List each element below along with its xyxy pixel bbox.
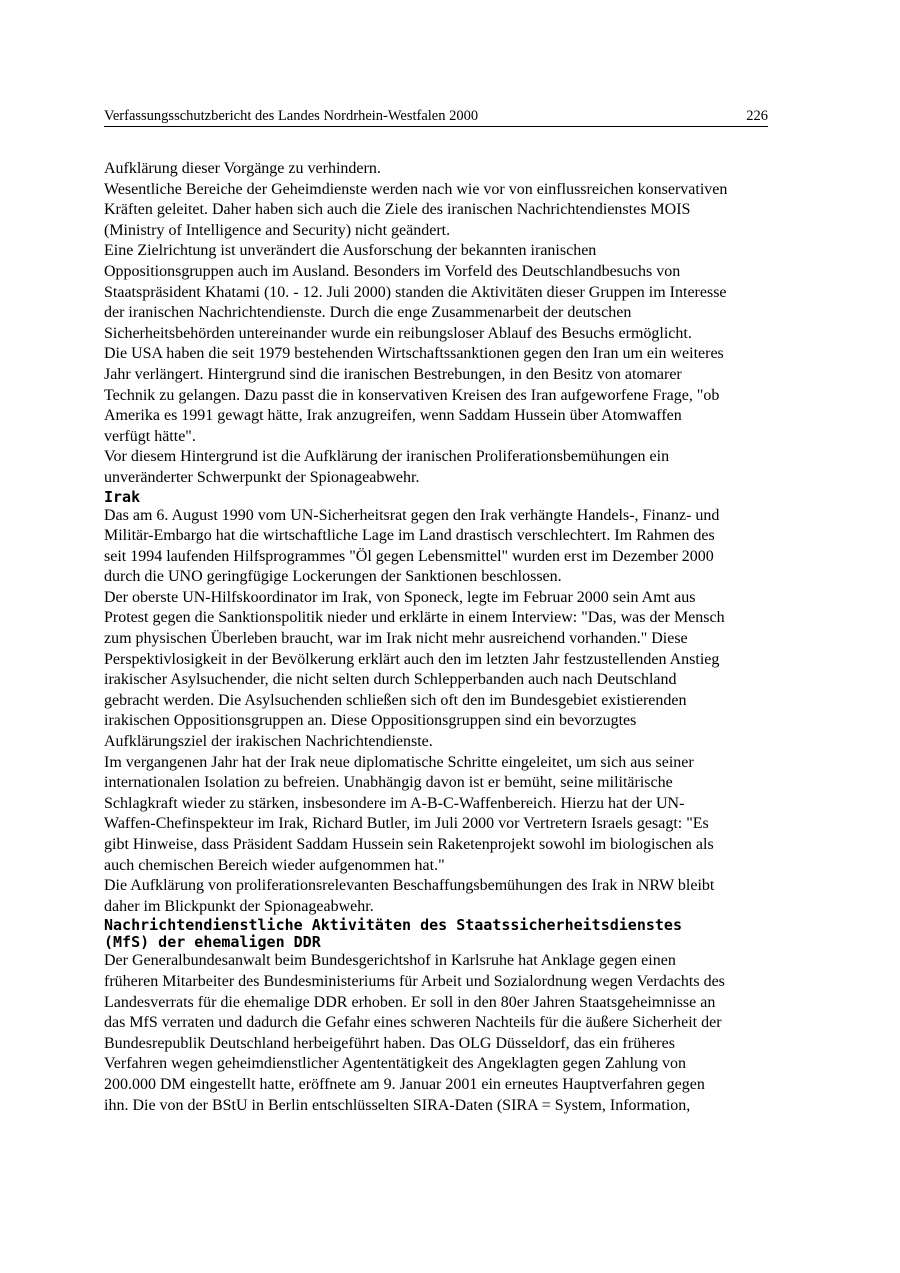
paragraph-mfs: Der Generalbundesanwalt beim Bundesgerichtshof in Karlsruhe hat Anklage gegen einen früheren Mitarbeiter des Bundesministeriums für Arbeit und Sozialordnung wegen Verdachts des Landesverrats für die ehemalige DDR erhoben. Er soll in den 80er Jahren Staatsgeheimnisse an das MfS verraten und dadurch die Gefahr eines schweren Nachteils für die äußere Sicherheit der Bundesrepublik Deutschland herbeigeführt haben. Das OLG Düsseldorf, das ein früheres Verfahren wegen geheimdienstlicher Agententätigkeit des Angeklagten gegen Zahlung von 200.000 DM eingestellt hatte, eröffnete am 9. Januar 2001 ein erneutes Hauptverfahren gegen ihn. Die von der BStU in Berlin entschlüsselten SIRA-Daten (SIRA = System, Information,: [104, 952, 725, 1114]
page-header: [104, 106, 768, 127]
header-title: Verfassungsschutzbericht des Landes Nordrhein-Westfalen 2000: [104, 108, 479, 124]
paragraph-irak: Das am 6. August 1990 vom UN-Sicherheitsrat gegen den Irak verhängte Handels-, Finanz- und Militär-Embargo hat die wirtschaftliche Lage im Land drastisch verschlechtert. Im Rahmen des seit 1994 laufenden Hilfsprogrammes "Öl gegen Lebensmittel" wurden erst im Dezember 2000 durch die UNO geringfügige Lockerungen der Sanktionen beschlossen. Der oberste UN-Hilfskoordinator im Irak, von Sponeck, legte im Februar 2000 sein Amt aus Protest gegen die Sanktionspolitik nieder und erklärte in einem Interview: "Das, was der Mensch zum physischen Überleben braucht, war im Irak nicht mehr ausreichend vorhanden." Diese Perspektivlosigkeit in der Bevölkerung erklärt auch den im letzten Jahr festzustellenden Anstieg irakischer Asylsuchender, die nicht selten durch Schlepperbanden auch nach Deutschland gebracht werden. Die Asylsuchenden schließen sich oft den im Bundesgebiet existierenden irakischen Oppositionsgruppen an. Diese Oppositionsgruppen sind ein bevorzugtes Aufklärungsziel der irakischen Nachrichtendienste. Im vergangenen Jahr hat der Irak neue diplomatische Schritte eingeleitet, um sich aus seiner internationalen Isolation zu befreien. Unabhängig davon ist er bemüht, seine militärische Schlagkraft wieder zu stärken, insbesondere im A-B-C-Waffenbereich. Hierzu hat der UN- Waffen-Chefinspekteur im Irak, Richard Butler, im Juli 2000 vor Vertretern Israels gesagt: "Es gibt Hinweise, dass Präsident Saddam Hussein sein Raketenprojekt sowohl im biologischen als auch chemischen Bereich wieder aufgenommen hat." Die Aufklärung von proliferationsrelevanten Beschaffungsbemühungen des Irak in NRW bleibt daher im Blickpunkt der Spionageabwehr.: [104, 506, 725, 915]
heading-mfs: Nachrichtendienstliche Aktivitäten des Staatssicherheitsdienstes (MfS) der ehemaligen DDR: [104, 916, 682, 952]
page-number: 226: [746, 108, 768, 124]
paragraph-iran: Aufklärung dieser Vorgänge zu verhindern. Wesentliche Bereiche der Geheimdienste werden nach wie vor von einflussreichen konservativen Kräften geleitet. Daher haben sich auch die Ziele des iranischen Nachrichtendienstes MOIS (Ministry of Intelligence and Security) nicht geändert. Eine Zielrichtung ist unverändert die Ausforschung der bekannten iranischen Oppositionsgruppen auch im Ausland. Besonders im Vorfeld des Deutschlandbesuchs von Staatspräsident Khatami (10. - 12. Juli 2000) standen die Aktivitäten dieser Gruppen im Interesse der iranischen Nachrichtendienste. Durch die enge Zusammenarbeit der deutschen Sicherheitsbehörden untereinander wurde ein reibungsloser Ablauf des Besuchs ermöglicht. Die USA haben die seit 1979 bestehenden Wirtschaftssanktionen gegen den Iran um ein weiteres Jahr verlängert. Hintergrund sind die iranischen Bestrebungen, in den Besitz von atomarer Technik zu gelangen. Dazu passt die in konservativen Kreisen des Iran aufgeworfene Frage, "ob Amerika es 1991 gewagt hätte, Irak anzugreifen, wenn Saddam Hussein über Atomwaffen verfügt hätte". Vor diesem Hintergrund ist die Aufklärung der iranischen Proliferationsbemühungen ein unveränderter Schwerpunkt der Spionageabwehr.: [104, 160, 728, 486]
heading-irak: Irak: [104, 487, 141, 506]
document-body: [104, 159, 804, 1116]
